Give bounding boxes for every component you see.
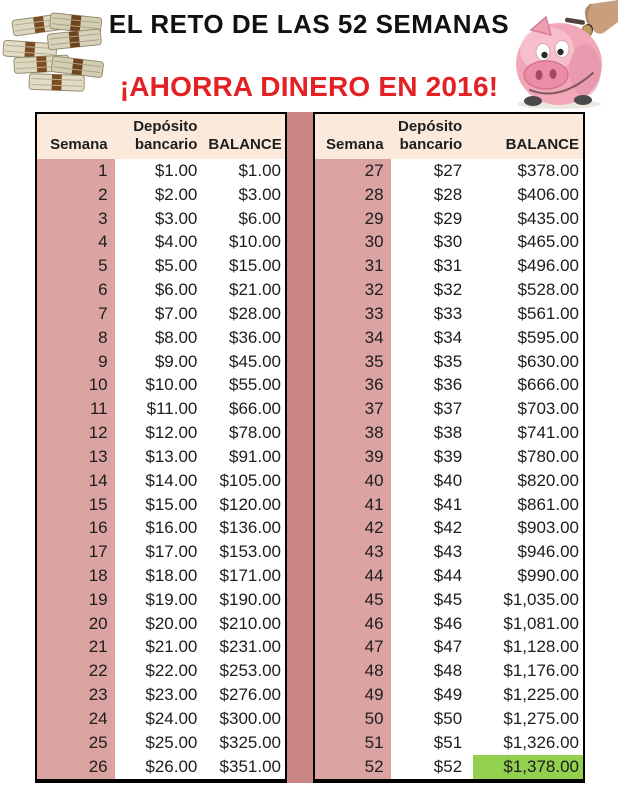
balance-cell: $10.00 bbox=[229, 232, 281, 252]
table-row bbox=[36, 469, 286, 493]
week-cell: 49 bbox=[314, 683, 391, 707]
balance-cell: $1,275.00 bbox=[503, 708, 579, 728]
table-row bbox=[36, 254, 286, 278]
week-cell: 51 bbox=[314, 731, 391, 755]
balance-cell: $253.00 bbox=[219, 661, 281, 681]
table-row bbox=[314, 350, 584, 374]
deposit-cell: $41 bbox=[433, 494, 463, 514]
balance-cell: $666.00 bbox=[517, 375, 579, 395]
table-row bbox=[314, 397, 584, 421]
balance-cell: $946.00 bbox=[517, 542, 579, 562]
table-row bbox=[36, 207, 286, 231]
balance-cell: $820.00 bbox=[517, 470, 579, 490]
balance-cell: $630.00 bbox=[517, 351, 579, 371]
table-row bbox=[314, 207, 584, 231]
balance-cell: $15.00 bbox=[229, 256, 281, 276]
deposit-cell: $23.00 bbox=[145, 685, 198, 705]
week-cell: 48 bbox=[314, 659, 391, 683]
deposit-cell: $7.00 bbox=[154, 303, 198, 323]
table-row bbox=[36, 540, 286, 564]
deposit-cell: $14.00 bbox=[145, 470, 198, 490]
week-cell: 11 bbox=[36, 397, 115, 421]
table-row bbox=[314, 516, 584, 540]
balance-cell: $190.00 bbox=[219, 589, 281, 609]
table-row bbox=[314, 636, 584, 660]
weeks-1-26-table bbox=[35, 112, 287, 783]
balance-cell: $528.00 bbox=[517, 280, 579, 300]
balance-cell: $435.00 bbox=[517, 208, 579, 228]
balance-cell: $78.00 bbox=[229, 423, 281, 443]
deposit-header-line2: bancario bbox=[399, 136, 463, 154]
table-row bbox=[36, 373, 286, 397]
deposit-cell: $38 bbox=[433, 423, 463, 443]
week-cell: 19 bbox=[36, 588, 115, 612]
balance-cell: $36.00 bbox=[229, 327, 281, 347]
table-row bbox=[314, 254, 584, 278]
balance-cell: $1,225.00 bbox=[503, 685, 579, 705]
table-row bbox=[36, 159, 286, 183]
balance-cell: $28.00 bbox=[229, 303, 281, 323]
balance-cell: $210.00 bbox=[219, 613, 281, 633]
balance-cell: $1,035.00 bbox=[503, 589, 579, 609]
deposit-cell: $28 bbox=[433, 184, 463, 204]
week-cell: 28 bbox=[314, 183, 391, 207]
table-row bbox=[36, 636, 286, 660]
table-row bbox=[314, 302, 584, 326]
week-cell: 3 bbox=[36, 207, 115, 231]
week-cell: 27 bbox=[314, 159, 391, 183]
week-cell: 34 bbox=[314, 326, 391, 350]
table-row bbox=[314, 493, 584, 517]
deposit-cell: $10.00 bbox=[145, 375, 198, 395]
balance-cell: $1,326.00 bbox=[503, 732, 579, 752]
deposit-cell: $11.00 bbox=[146, 399, 198, 419]
table-row bbox=[36, 397, 286, 421]
table-row bbox=[314, 612, 584, 636]
balance-cell: $55.00 bbox=[229, 375, 281, 395]
table-row bbox=[36, 516, 286, 540]
balance-cell: $171.00 bbox=[219, 565, 281, 585]
week-cell: 22 bbox=[36, 659, 115, 683]
deposit-cell: $45 bbox=[433, 589, 463, 609]
week-cell: 4 bbox=[36, 230, 115, 254]
balance-cell: $861.00 bbox=[517, 494, 579, 514]
table-row bbox=[36, 755, 286, 781]
table-row bbox=[36, 707, 286, 731]
table-row bbox=[36, 278, 286, 302]
week-cell: 43 bbox=[314, 540, 391, 564]
week-cell: 14 bbox=[36, 469, 115, 493]
balance-cell: $351.00 bbox=[219, 756, 281, 776]
deposit-cell: $51 bbox=[433, 732, 463, 752]
table-row bbox=[36, 659, 286, 683]
week-cell: 6 bbox=[36, 278, 115, 302]
table-row bbox=[314, 731, 584, 755]
week-cell: 46 bbox=[314, 612, 391, 636]
deposit-cell: $47 bbox=[433, 637, 463, 657]
table-row bbox=[314, 326, 584, 350]
balance-cell: $136.00 bbox=[219, 518, 281, 538]
table-row bbox=[36, 588, 286, 612]
weeks-1-26-body bbox=[36, 159, 286, 781]
deposit-cell: $33 bbox=[433, 303, 463, 323]
table-row bbox=[36, 612, 286, 636]
week-cell: 7 bbox=[36, 302, 115, 326]
page-title: EL RETO DE LAS 52 SEMANAS bbox=[108, 9, 510, 39]
week-cell: 38 bbox=[314, 421, 391, 445]
balance-cell: $120.00 bbox=[219, 494, 281, 514]
divider-strip bbox=[287, 112, 313, 783]
deposit-cell: $5.00 bbox=[154, 256, 198, 276]
table-header bbox=[36, 113, 286, 159]
balance-cell: $703.00 bbox=[517, 399, 579, 419]
week-cell: 16 bbox=[36, 516, 115, 540]
deposit-cell: $2.00 bbox=[154, 184, 198, 204]
balance-cell: $903.00 bbox=[517, 518, 579, 538]
balance-cell: $406.00 bbox=[517, 184, 579, 204]
deposit-column-header bbox=[391, 113, 474, 159]
week-cell: 52 bbox=[314, 755, 391, 781]
deposit-cell: $25.00 bbox=[145, 732, 198, 752]
week-cell: 17 bbox=[36, 540, 115, 564]
balance-cell: $595.00 bbox=[517, 327, 579, 347]
week-cell: 33 bbox=[314, 302, 391, 326]
balance-cell: $1,128.00 bbox=[503, 637, 579, 657]
deposit-cell: $32 bbox=[433, 280, 463, 300]
week-cell: 12 bbox=[36, 421, 115, 445]
table-row bbox=[314, 540, 584, 564]
week-cell: 8 bbox=[36, 326, 115, 350]
table-row bbox=[314, 469, 584, 493]
deposit-cell: $39 bbox=[433, 446, 463, 466]
table-row bbox=[314, 421, 584, 445]
table-row bbox=[36, 731, 286, 755]
table-row bbox=[314, 659, 584, 683]
tables-section bbox=[35, 112, 585, 783]
table-row bbox=[36, 683, 286, 707]
balance-cell: $741.00 bbox=[517, 423, 579, 443]
deposit-cell: $20.00 bbox=[145, 613, 198, 633]
week-cell: 30 bbox=[314, 230, 391, 254]
deposit-cell: $9.00 bbox=[154, 351, 198, 371]
balance-column-header: BALANCE bbox=[473, 113, 584, 159]
deposit-cell: $19.00 bbox=[145, 589, 198, 609]
balance-cell: $6.00 bbox=[238, 208, 281, 228]
deposit-cell: $26.00 bbox=[145, 756, 198, 776]
week-cell: 29 bbox=[314, 207, 391, 231]
table-row bbox=[36, 421, 286, 445]
deposit-cell: $22.00 bbox=[145, 661, 198, 681]
table-row bbox=[36, 564, 286, 588]
week-cell: 39 bbox=[314, 445, 391, 469]
week-cell: 40 bbox=[314, 469, 391, 493]
balance-cell: $3.00 bbox=[238, 184, 281, 204]
table-row bbox=[314, 707, 584, 731]
balance-cell: $465.00 bbox=[517, 232, 579, 252]
deposit-cell: $40 bbox=[433, 470, 463, 490]
table-row bbox=[314, 230, 584, 254]
week-cell: 50 bbox=[314, 707, 391, 731]
balance-column-header: BALANCE bbox=[208, 113, 286, 159]
deposit-cell: $34 bbox=[433, 327, 463, 347]
deposit-cell: $15.00 bbox=[145, 494, 198, 514]
weeks-27-52-body bbox=[314, 159, 584, 781]
week-cell: 31 bbox=[314, 254, 391, 278]
week-cell: 21 bbox=[36, 636, 115, 660]
table-row bbox=[36, 493, 286, 517]
week-cell: 9 bbox=[36, 350, 115, 374]
table-header bbox=[314, 113, 584, 159]
deposit-cell: $48 bbox=[433, 661, 463, 681]
balance-cell: $300.00 bbox=[219, 708, 281, 728]
balance-cell: $91.00 bbox=[229, 446, 281, 466]
deposit-cell: $30 bbox=[433, 232, 463, 252]
table-row bbox=[314, 445, 584, 469]
deposit-cell: $49 bbox=[433, 685, 463, 705]
table-row bbox=[314, 183, 584, 207]
table-row bbox=[314, 755, 584, 781]
week-cell: 26 bbox=[36, 755, 115, 781]
balance-cell: $378.00 bbox=[517, 160, 579, 180]
table-row bbox=[314, 564, 584, 588]
deposit-cell: $24.00 bbox=[145, 708, 198, 728]
deposit-header-line2: bancario bbox=[134, 136, 198, 154]
deposit-cell: $36 bbox=[433, 375, 463, 395]
table-row bbox=[36, 302, 286, 326]
table-row bbox=[314, 159, 584, 183]
table-row bbox=[36, 445, 286, 469]
deposit-cell: $35 bbox=[433, 351, 463, 371]
deposit-cell: $50 bbox=[433, 708, 463, 728]
week-cell: 5 bbox=[36, 254, 115, 278]
week-cell: 47 bbox=[314, 636, 391, 660]
week-cell: 41 bbox=[314, 493, 391, 517]
balance-cell: $561.00 bbox=[517, 303, 579, 323]
deposit-cell: $27 bbox=[433, 160, 463, 180]
balance-cell: $105.00 bbox=[219, 470, 281, 490]
deposit-header-line1: Depósito bbox=[398, 117, 463, 135]
deposit-cell: $18.00 bbox=[145, 565, 198, 585]
week-cell: 35 bbox=[314, 350, 391, 374]
deposit-cell: $6.00 bbox=[154, 280, 198, 300]
deposit-cell: $1.00 bbox=[154, 160, 198, 180]
page-subtitle: ¡AHORRA DINERO EN 2016! bbox=[119, 71, 499, 102]
week-cell: 44 bbox=[314, 564, 391, 588]
deposit-cell: $29 bbox=[433, 208, 463, 228]
week-cell: 23 bbox=[36, 683, 115, 707]
weeks-27-52-table bbox=[313, 112, 585, 783]
week-cell: 2 bbox=[36, 183, 115, 207]
balance-cell: $66.00 bbox=[229, 399, 281, 419]
deposit-cell: $8.00 bbox=[154, 327, 198, 347]
balance-cell: $45.00 bbox=[229, 351, 281, 371]
balance-cell: $496.00 bbox=[517, 256, 579, 276]
table-row bbox=[36, 230, 286, 254]
deposit-column-header bbox=[115, 113, 209, 159]
week-cell: 42 bbox=[314, 516, 391, 540]
deposit-cell: $13.00 bbox=[145, 446, 198, 466]
week-cell: 15 bbox=[36, 493, 115, 517]
deposit-cell: $43 bbox=[433, 542, 463, 562]
balance-cell: $780.00 bbox=[517, 446, 579, 466]
week-cell: 1 bbox=[36, 159, 115, 183]
deposit-header-line1: Depósito bbox=[133, 117, 198, 135]
table-row bbox=[36, 326, 286, 350]
balance-cell: $231.00 bbox=[219, 637, 281, 657]
balance-cell: $1,081.00 bbox=[503, 613, 579, 633]
balance-cell: $1,176.00 bbox=[503, 661, 579, 681]
balance-cell: $276.00 bbox=[219, 685, 281, 705]
week-cell: 45 bbox=[314, 588, 391, 612]
week-cell: 37 bbox=[314, 397, 391, 421]
table-row bbox=[36, 183, 286, 207]
week-cell: 18 bbox=[36, 564, 115, 588]
week-cell: 13 bbox=[36, 445, 115, 469]
week-column-header: Semana bbox=[36, 113, 115, 159]
balance-cell: $153.00 bbox=[219, 542, 281, 562]
deposit-cell: $44 bbox=[433, 565, 463, 585]
deposit-cell: $42 bbox=[433, 518, 463, 538]
deposit-cell: $12.00 bbox=[145, 423, 198, 443]
table-row bbox=[36, 350, 286, 374]
deposit-cell: $52 bbox=[433, 756, 463, 776]
week-cell: 25 bbox=[36, 731, 115, 755]
week-cell: 32 bbox=[314, 278, 391, 302]
week-column-header: Semana bbox=[314, 113, 391, 159]
deposit-cell: $4.00 bbox=[154, 232, 198, 252]
week-cell: 24 bbox=[36, 707, 115, 731]
deposit-cell: $21.00 bbox=[145, 637, 198, 657]
table-row bbox=[314, 588, 584, 612]
balance-cell: $1,378.00 bbox=[473, 755, 584, 781]
week-cell: 36 bbox=[314, 373, 391, 397]
balance-cell: $1.00 bbox=[238, 160, 281, 180]
table-row bbox=[314, 373, 584, 397]
deposit-cell: $37 bbox=[433, 399, 463, 419]
deposit-cell: $16.00 bbox=[145, 518, 198, 538]
deposit-cell: $17.00 bbox=[145, 542, 198, 562]
week-cell: 20 bbox=[36, 612, 115, 636]
table-row bbox=[314, 683, 584, 707]
balance-cell: $325.00 bbox=[219, 732, 281, 752]
balance-cell: $21.00 bbox=[229, 280, 281, 300]
deposit-cell: $46 bbox=[433, 613, 463, 633]
deposit-cell: $31 bbox=[433, 256, 463, 276]
table-row bbox=[314, 278, 584, 302]
balance-cell: $990.00 bbox=[517, 565, 579, 585]
week-cell: 10 bbox=[36, 373, 115, 397]
deposit-cell: $3.00 bbox=[154, 208, 198, 228]
